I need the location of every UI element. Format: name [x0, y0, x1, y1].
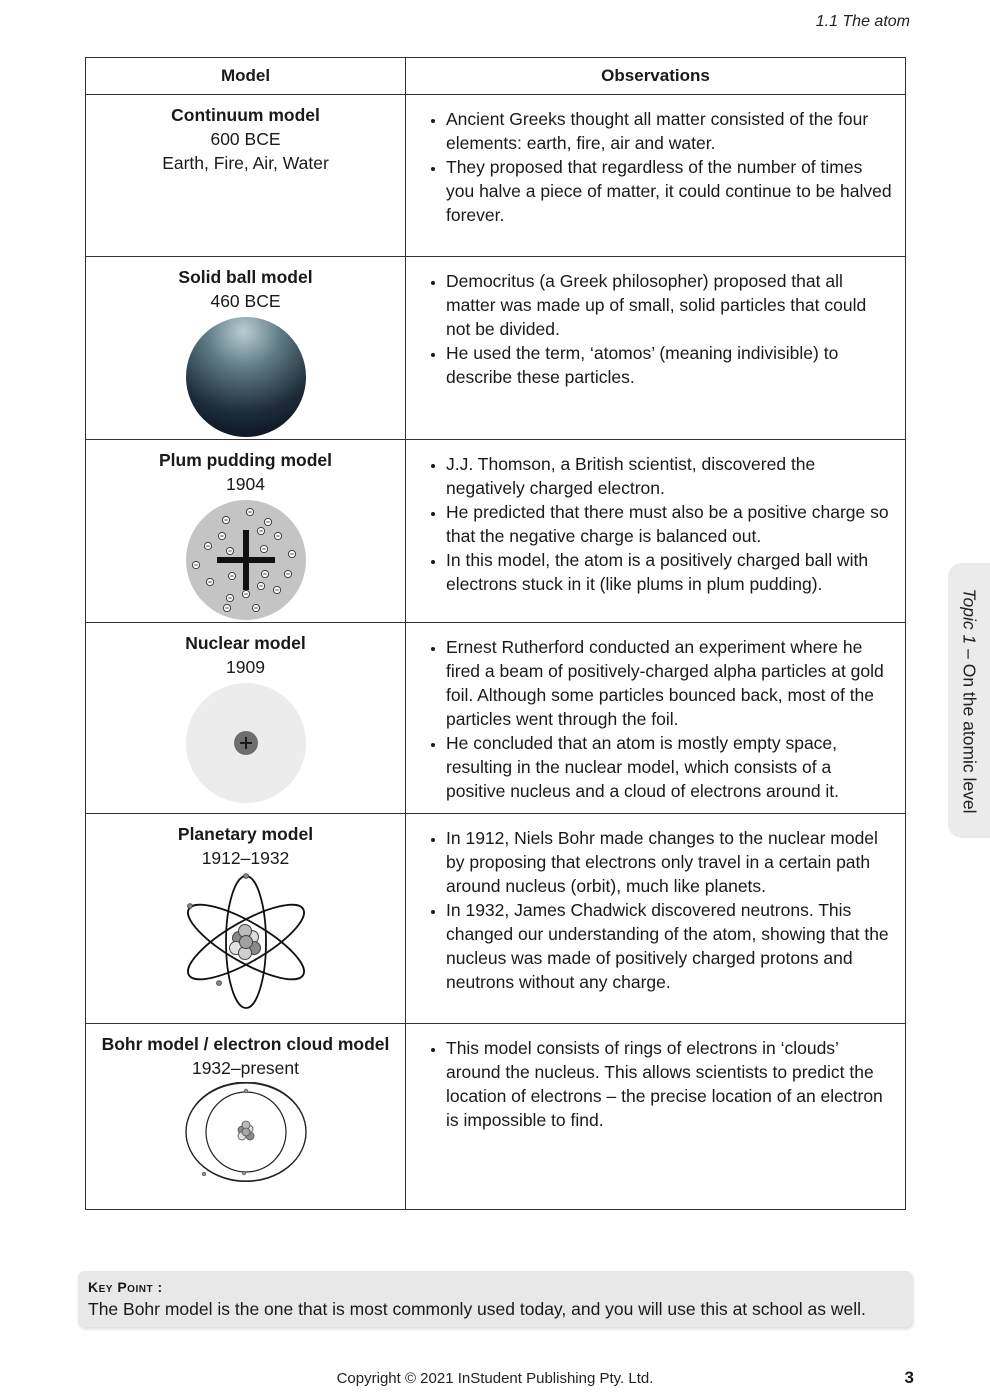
observation-item: • They proposed that regardless of the number of times you halve a piece of matter, it could continue to be halved forever.: [446, 155, 895, 227]
topic-separator: –: [959, 643, 980, 664]
model-date: 460 BCE: [210, 291, 281, 311]
model-name: Plum pudding model: [158, 450, 333, 470]
model-date: 1904: [226, 474, 265, 494]
model-date: 600 BCE: [210, 129, 281, 149]
model-date: 1932–present: [191, 1058, 300, 1078]
nuclear-atom-icon: [184, 681, 308, 805]
model-name: Solid ball model: [178, 267, 313, 287]
solid-ball-atom-icon: [184, 315, 308, 439]
observations-list: [406, 814, 905, 994]
observation-item: • He used the term, ‘atomos’ (meaning indivisible) to describe these particles.: [446, 341, 895, 389]
column-header-model: Model: [86, 58, 406, 95]
copyright-footer: Copyright © 2021 InStudent Publishing Pty. Ltd.: [336, 1370, 654, 1387]
observations-list: [406, 623, 905, 803]
key-point-box: [78, 1271, 912, 1327]
model-cell: [86, 440, 406, 623]
model-name: Bohr model / electron cloud model: [101, 1034, 390, 1054]
model-name: Nuclear model: [185, 633, 306, 653]
atomic-models-table: [85, 57, 906, 1210]
observation-item: • This model consists of rings of electrons in ‘clouds’ around the nucleus. This allows scientists to predict the location of electrons – the precise location of an electron is impossible to find.: [446, 1036, 895, 1132]
key-point-text: The Bohr model is the one that is most commonly used today, and you will use this at school as well.: [88, 1299, 866, 1319]
key-point-label: Key Point :: [88, 1279, 163, 1295]
observation-item: • In this model, the atom is a positively charged ball with electrons stuck in it (like plums in plum pudding).: [446, 548, 895, 596]
table-row: [86, 440, 906, 623]
model-name: Continuum model: [171, 105, 320, 125]
planetary-atom-icon: [184, 872, 308, 1012]
page-number: 3: [904, 1368, 914, 1387]
table-header-row: [86, 58, 906, 95]
model-cell: [86, 257, 406, 440]
observations-cell: [406, 440, 906, 623]
observations-list: [406, 257, 905, 389]
column-header-observations: Observations: [406, 58, 906, 95]
observations-list: [406, 440, 905, 596]
observations-cell: [406, 623, 906, 814]
model-name: Planetary model: [177, 824, 314, 844]
topic-number: Topic 1: [959, 587, 980, 644]
topic-title: On the atomic level: [959, 663, 980, 814]
model-cell: [86, 95, 406, 257]
observations-cell: [406, 95, 906, 257]
model-cell: [86, 623, 406, 814]
model-date: 1909: [226, 657, 265, 677]
observation-item: • Democritus (a Greek philosopher) proposed that all matter was made up of small, solid particles that could not be divided.: [446, 269, 895, 341]
table-row: [86, 95, 906, 257]
running-head: 1.1 The atom: [815, 13, 910, 30]
table-row: [86, 814, 906, 1024]
topic-side-tab[interactable]: [948, 563, 990, 838]
topic-side-tab-label: [959, 588, 980, 813]
observations-cell: [406, 257, 906, 440]
table-row: [86, 257, 906, 440]
model-cell: [86, 1024, 406, 1210]
observation-item: • Ancient Greeks thought all matter consisted of the four elements: earth, fire, air and water.: [446, 107, 895, 155]
observation-item: • J.J. Thomson, a British scientist, discovered the negatively charged electron.: [446, 452, 895, 500]
model-date: 1912–1932: [201, 848, 290, 868]
table-row: [86, 623, 906, 814]
bohr-cloud-atom-icon: [184, 1082, 308, 1182]
model-cell: [86, 814, 406, 1024]
model-elements: Earth, Fire, Air, Water: [162, 153, 329, 173]
observation-item: • He predicted that there must also be a positive charge so that the negative charge is balanced out.: [446, 500, 895, 548]
observations-list: [406, 95, 905, 227]
observation-item: • In 1912, Niels Bohr made changes to the nuclear model by proposing that electrons only travel in a certain path around nucleus (orbit), much like planets.: [446, 826, 895, 898]
observations-list: [406, 1024, 905, 1132]
table-row: [86, 1024, 906, 1210]
observations-cell: [406, 1024, 906, 1210]
observation-item: • In 1932, James Chadwick discovered neutrons. This changed our understanding of the atom, showing that the nucleus was made of positively charged protons and neutrons without any charge.: [446, 898, 895, 994]
observation-item: • He concluded that an atom is mostly empty space, resulting in the nuclear model, which consists of a positive nucleus and a cloud of electrons around it.: [446, 731, 895, 803]
observations-cell: [406, 814, 906, 1024]
observation-item: • Ernest Rutherford conducted an experiment where he fired a beam of positively-charged alpha particles at gold foil. Although some particles bounced back, most of the particles went through the foil.: [446, 635, 895, 731]
plum-pudding-atom-icon: [184, 498, 308, 622]
